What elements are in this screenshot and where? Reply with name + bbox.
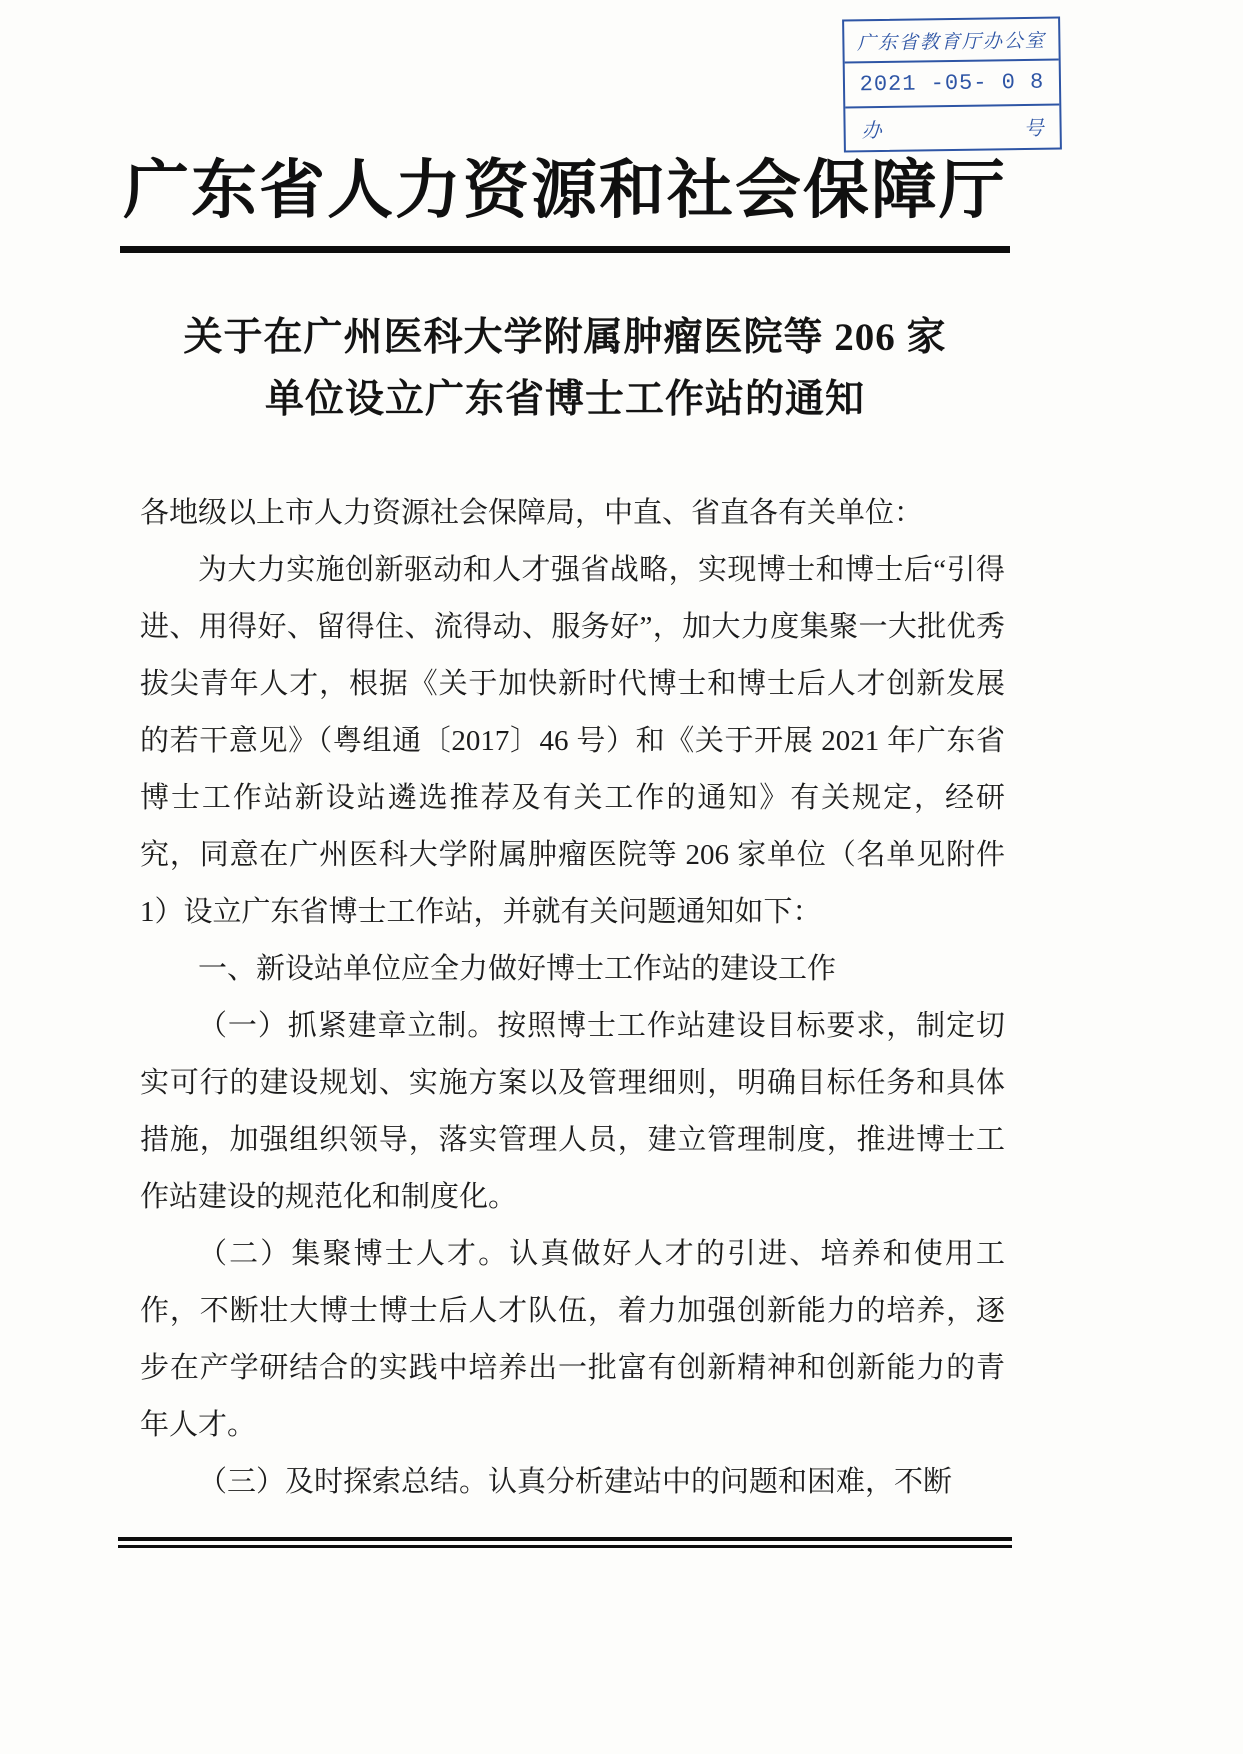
document-title xyxy=(120,307,1010,431)
agency-letterhead: 广东省人力资源和社会保障厅 xyxy=(123,154,1007,226)
document-title-line2: 单位设立广东省博士工作站的通知 xyxy=(264,378,865,421)
stamp-date: 2021 -05- 0 8 xyxy=(845,61,1060,109)
footer-rule xyxy=(118,1537,1012,1548)
paragraph: （二）集聚博士人才。认真做好人才的引进、培养和使用工作，不断壮大博士博士后人才队伍，着力加强创新能力的培养，逐步在产学研结合的实践中培养出一批富有创新精神和创新能力的青年人才。 xyxy=(140,1238,1005,1441)
stamp-label-hao: 号 xyxy=(1023,117,1044,141)
paragraph: 一、新设站单位应全力做好博士工作站的建设工作 xyxy=(198,953,837,985)
letterhead-rule xyxy=(120,246,1010,253)
document-content xyxy=(120,0,1010,1548)
salutation: 各地级以上市人力资源社会保障局，中直、省直各有关单位： xyxy=(140,497,924,529)
document-body xyxy=(120,485,1010,1511)
stamp-label-ban: 办 xyxy=(861,119,882,143)
paragraph: （三）及时探索总结。认真分析建站中的问题和困难，不断 xyxy=(198,1466,953,1498)
stamp-office-name: 广东省教育厅办公室 xyxy=(844,19,1059,64)
paragraph: 为大力实施创新驱动和人才强省战略，实现博士和博士后“引得进、用得好、留得住、流得动、服务好”，加大力度集聚一大批优秀拔尖青年人才，根据《关于加快新时代博士和博士后人才创新发展的若干意见》（粤组通〔2017〕46 号）和《关于开展 2021 年广东省博士工作站新设站遴选推荐及有关工作的通知》有关规定，经研究，同意在广州医科大学附属肿瘤医院等 206 家单位（名单见附件 1）设立广东省博士工作站，并就有关问题通知如下： xyxy=(140,554,1005,928)
document-title-line1: 关于在广州医科大学附属肿瘤医院等 206 家 xyxy=(183,316,947,359)
paragraph: （一）抓紧建章立制。按照博士工作站建设目标要求，制定切实可行的建设规划、实施方案以及管理细则，明确目标任务和具体措施，加强组织领导，落实管理人员，建立管理制度，推进博士工作站建设的规范化和制度化。 xyxy=(140,1010,1005,1213)
